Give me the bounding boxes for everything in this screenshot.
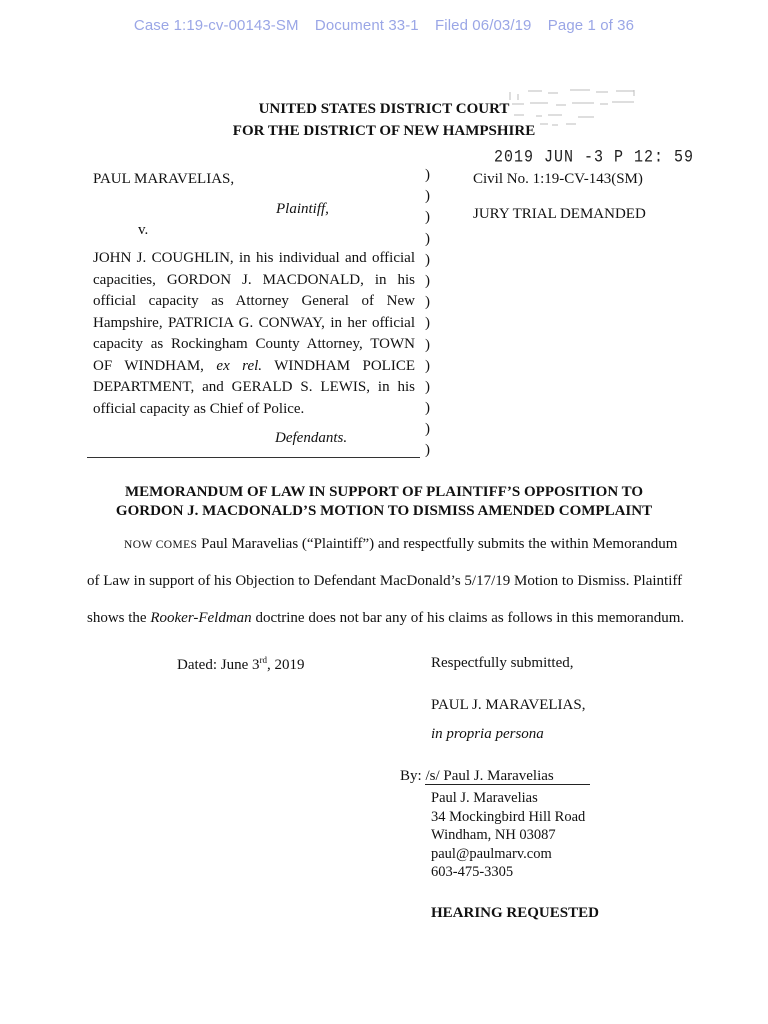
electronic-signature: /s/ Paul J. Maravelias [425, 768, 590, 785]
defendants-role: Defendants. [275, 430, 348, 446]
paren: ) [425, 421, 430, 438]
case-number: Case 1:19-cv-00143-SM [133, 17, 299, 34]
faint-stamp-marks [508, 88, 643, 130]
page-indicator: Page 1 of 36 [547, 17, 635, 34]
dated-pre: Dated: June 3 [177, 657, 260, 673]
paren: ) [425, 315, 430, 332]
dated-sup: rd [259, 655, 267, 665]
paren: ) [425, 272, 430, 289]
signer-name: Paul J. Maravelias [431, 790, 538, 806]
caption-parenthesis-column [425, 165, 437, 462]
ecf-header [0, 17, 768, 34]
hearing-requested: HEARING REQUESTED [431, 905, 599, 921]
paren: ) [425, 294, 430, 311]
signature-by-line [400, 768, 590, 785]
paren: ) [425, 251, 430, 268]
body-line-1-text: Paul Maravelias (“Plaintiff”) and respectfully submits the within Memorandum [197, 536, 678, 552]
paren: ) [425, 209, 430, 226]
body-line-3 [87, 610, 684, 627]
court-name: UNITED STATES DISTRICT COURT [258, 101, 510, 117]
body-line-1 [124, 536, 677, 553]
case-citation: Rooker-Feldman [150, 610, 252, 626]
email: paul@paulmarv.com [431, 845, 552, 862]
versus: v. [138, 222, 149, 238]
phone: 603-475-3305 [431, 864, 514, 880]
address-line-2: Windham, NH 03087 [431, 827, 556, 843]
paren: ) [425, 400, 430, 417]
dated-post: , 2019 [266, 657, 305, 673]
respectfully-submitted: Respectfully submitted, [431, 655, 574, 671]
paren: ) [425, 230, 430, 247]
ex-rel: ex rel. [216, 357, 263, 374]
signature-block [431, 789, 585, 882]
paren: ) [425, 357, 430, 374]
address-line-1: 34 Mockingbird Hill Road [431, 808, 586, 825]
defendants-text-2: WINDHAM POLICE DEPARTMENT, and GERALD S. LEWIS, in his official capacity as Chief of Police. [93, 357, 416, 417]
body-line-2: of Law in support of his Objection to Defendant MacDonald’s 5/17/19 Motion to Dismiss. Plaintiff [87, 573, 683, 589]
signer-name-caps: PAUL J. MARAVELIAS, [431, 697, 586, 713]
in-propria-persona: in propria persona [431, 726, 544, 742]
filed-date: Filed 06/03/19 [435, 17, 532, 34]
jury-demand: JURY TRIAL DEMANDED [473, 206, 646, 222]
paren: ) [425, 167, 430, 183]
paren: ) [425, 188, 430, 205]
defendants-list [93, 248, 415, 420]
plaintiff-name: PAUL MARAVELIAS, [93, 171, 235, 187]
memo-title-line-1: MEMORANDUM OF LAW IN SUPPORT OF PLAINTIFF’S OPPOSITION TO [124, 484, 644, 500]
paren: ) [425, 336, 430, 353]
document-number: Document 33-1 [314, 17, 419, 34]
court-district: FOR THE DISTRICT OF NEW HAMPSHIRE [232, 123, 536, 139]
received-date-stamp: 2019 JUN -3 P 12: 59 [494, 147, 695, 168]
memo-title-line-2: GORDON J. MACDONALD’S MOTION TO DISMISS AMENDED COMPLAINT [115, 503, 653, 519]
plaintiff-role: Plaintiff, [276, 201, 329, 217]
civil-number: Civil No. 1:19-CV-143(SM) [473, 171, 643, 187]
body-line-3-pre: shows the [87, 610, 151, 626]
paren: ) [425, 442, 430, 459]
by-label: By: [400, 768, 426, 784]
paren: ) [425, 378, 430, 395]
body-line-3-post: doctrine does not bar any of his claims as follows in this memorandum. [251, 610, 685, 626]
caption-rule [87, 457, 420, 458]
clerk-stamp-residue [508, 88, 643, 130]
now-comes: NOW COMES [124, 539, 198, 551]
dated [177, 655, 304, 674]
defendants-text-1: JOHN J. COUGHLIN, in his individual and official capacities, GORDON J. MACDONALD, in his official capacity as Attorney General of New Hampshire, PATRICIA G. CONWAY, in her official capacity as Rockingham County Attorney, TOWN OF WINDHAM, [93, 250, 415, 374]
